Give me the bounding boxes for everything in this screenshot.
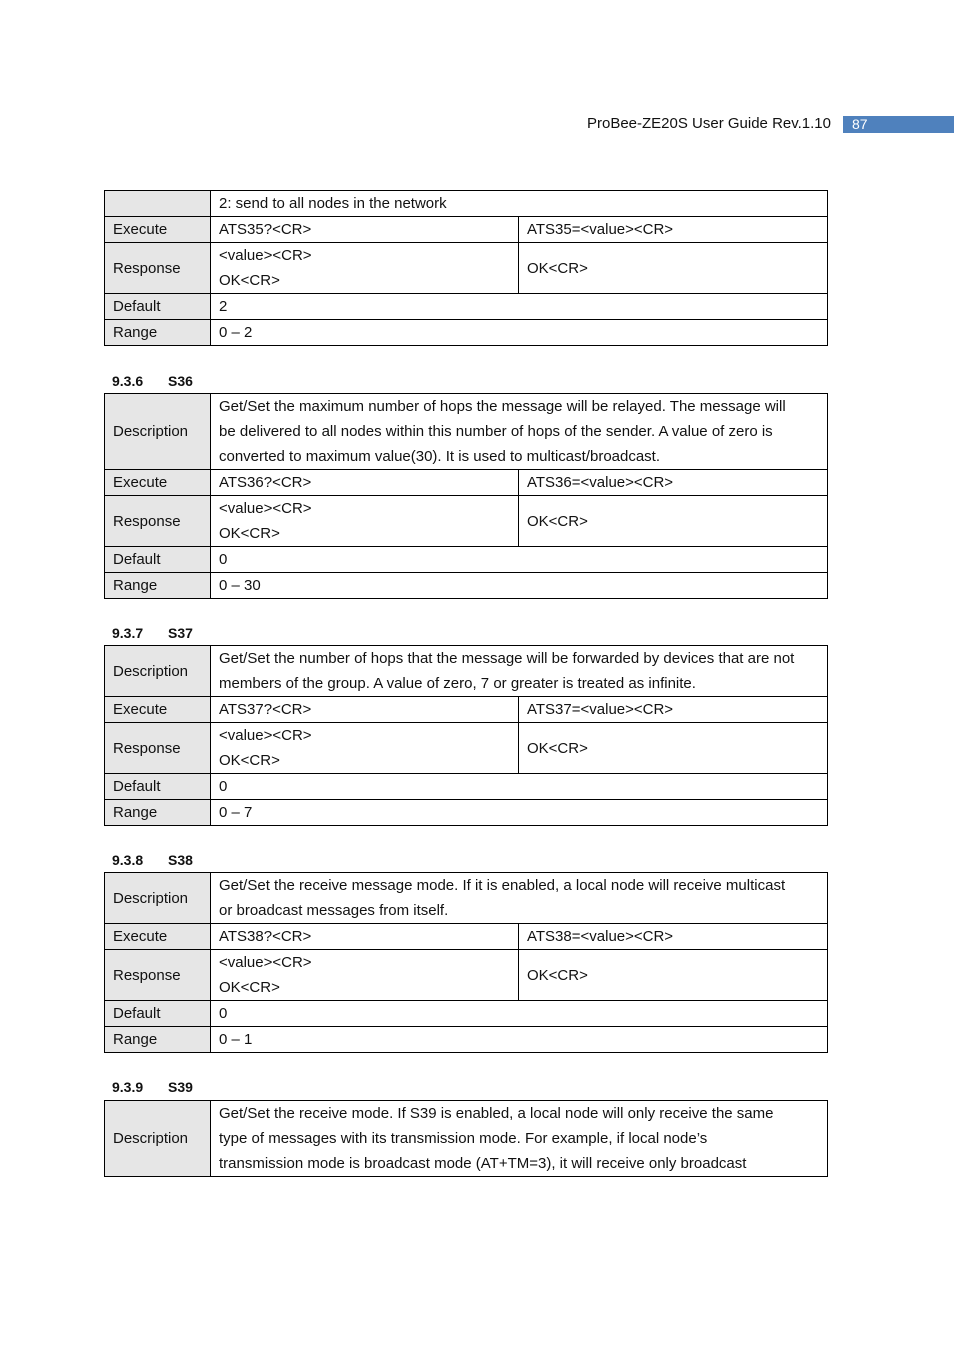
- table-row-range: [105, 320, 828, 346]
- description-line: or broadcast messages from itself.: [219, 902, 449, 919]
- section-title: S37: [168, 625, 193, 641]
- response-get-ok: OK<CR>: [219, 525, 280, 542]
- default-label: Default: [105, 294, 211, 320]
- default-value: 2: [211, 294, 828, 320]
- range-label: Range: [105, 1027, 211, 1053]
- table-row-execute: [105, 697, 828, 723]
- description-text: [211, 394, 828, 470]
- response-get: [211, 243, 519, 294]
- description-label: Description: [105, 394, 211, 470]
- response-get: [211, 496, 519, 547]
- section-number: 9.3.9: [112, 1079, 144, 1095]
- table-s35: [104, 190, 828, 346]
- table-row-range: [105, 573, 828, 599]
- response-get-ok: OK<CR>: [219, 272, 280, 289]
- table-row-range: [105, 1027, 828, 1053]
- description-label: Description: [105, 646, 211, 697]
- table-row-default: [105, 774, 828, 800]
- section-heading-s36: [112, 373, 193, 389]
- response-get-value: <value><CR>: [219, 727, 312, 744]
- default-value: 0: [211, 547, 828, 573]
- response-label: Response: [105, 950, 211, 1001]
- range-label: Range: [105, 320, 211, 346]
- execute-set-command: ATS37=<value><CR>: [519, 697, 828, 723]
- table-row-description: [105, 873, 828, 924]
- mode-option-text: 2: send to all nodes in the network: [211, 191, 828, 217]
- table-row-description: [105, 1101, 828, 1177]
- table-row-range: [105, 800, 828, 826]
- table-row-execute: [105, 470, 828, 496]
- response-label: Response: [105, 243, 211, 294]
- table-row-description: [105, 394, 828, 470]
- response-get: [211, 950, 519, 1001]
- section-number: 9.3.8: [112, 852, 144, 868]
- response-set: OK<CR>: [519, 950, 828, 1001]
- table-row-execute: [105, 217, 828, 243]
- response-get-value: <value><CR>: [219, 954, 312, 971]
- table-row-default: [105, 294, 828, 320]
- table-row-execute: [105, 924, 828, 950]
- response-label: Response: [105, 496, 211, 547]
- description-line: type of messages with its transmission mode. For example, if local node’s: [219, 1130, 708, 1147]
- table-s38: [104, 872, 828, 1053]
- table-row-default: [105, 1001, 828, 1027]
- range-label: Range: [105, 573, 211, 599]
- section-heading-s37: [112, 625, 193, 641]
- section-title: S39: [168, 1079, 193, 1095]
- default-value: 0: [211, 1001, 828, 1027]
- description-line: members of the group. A value of zero, 7 or greater is treated as infinite.: [219, 675, 696, 692]
- table-s36: [104, 393, 828, 599]
- response-get-value: <value><CR>: [219, 500, 312, 517]
- section-heading-s39: [112, 1079, 193, 1095]
- description-label: Description: [105, 873, 211, 924]
- table-row-response: [105, 723, 828, 774]
- response-get-value: <value><CR>: [219, 247, 312, 264]
- description-line: be delivered to all nodes within this number of hops of the sender. A value of zero is: [219, 423, 773, 440]
- section-title: S36: [168, 373, 193, 389]
- range-value: 0 – 1: [211, 1027, 828, 1053]
- execute-get-command: ATS38?<CR>: [211, 924, 519, 950]
- execute-set-command: ATS36=<value><CR>: [519, 470, 828, 496]
- description-line: Get/Set the maximum number of hops the message will be relayed. The message will: [219, 398, 786, 415]
- execute-label: Execute: [105, 924, 211, 950]
- default-value: 0: [211, 774, 828, 800]
- description-label: Description: [105, 1101, 211, 1177]
- execute-label: Execute: [105, 470, 211, 496]
- response-get-ok: OK<CR>: [219, 752, 280, 769]
- table-row: [105, 191, 828, 217]
- section-number: 9.3.6: [112, 373, 144, 389]
- response-set: OK<CR>: [519, 243, 828, 294]
- table-row-default: [105, 547, 828, 573]
- section-title: S38: [168, 852, 193, 868]
- execute-set-command: ATS35=<value><CR>: [519, 217, 828, 243]
- response-get-ok: OK<CR>: [219, 979, 280, 996]
- execute-label: Execute: [105, 697, 211, 723]
- description-text: [211, 873, 828, 924]
- execute-get-command: ATS37?<CR>: [211, 697, 519, 723]
- default-label: Default: [105, 547, 211, 573]
- response-set: OK<CR>: [519, 496, 828, 547]
- section-number: 9.3.7: [112, 625, 144, 641]
- default-label: Default: [105, 1001, 211, 1027]
- empty-label-cell: [105, 191, 211, 217]
- table-s37: [104, 645, 828, 826]
- range-value: 0 – 30: [211, 573, 828, 599]
- response-label: Response: [105, 723, 211, 774]
- table-row-response: [105, 243, 828, 294]
- table-row-response: [105, 950, 828, 1001]
- description-line: transmission mode is broadcast mode (AT+TM=3), it will receive only broadcast: [219, 1155, 747, 1172]
- section-heading-s38: [112, 852, 193, 868]
- description-line: converted to maximum value(30). It is used to multicast/broadcast.: [219, 448, 661, 465]
- execute-label: Execute: [105, 217, 211, 243]
- table-row-response: [105, 496, 828, 547]
- execute-get-command: ATS35?<CR>: [211, 217, 519, 243]
- table-s39: [104, 1100, 828, 1177]
- page-header: [0, 115, 954, 133]
- default-label: Default: [105, 774, 211, 800]
- response-get: [211, 723, 519, 774]
- description-line: Get/Set the number of hops that the message will be forwarded by devices that are not: [219, 650, 795, 667]
- response-set: OK<CR>: [519, 723, 828, 774]
- range-value: 0 – 7: [211, 800, 828, 826]
- document-title: ProBee-ZE20S User Guide Rev.1.10: [586, 115, 831, 132]
- execute-set-command: ATS38=<value><CR>: [519, 924, 828, 950]
- description-text: [211, 646, 828, 697]
- range-label: Range: [105, 800, 211, 826]
- table-row-description: [105, 646, 828, 697]
- range-value: 0 – 2: [211, 320, 828, 346]
- description-line: Get/Set the receive mode. If S39 is enabled, a local node will only receive the same: [219, 1105, 774, 1122]
- execute-get-command: ATS36?<CR>: [211, 470, 519, 496]
- description-line: Get/Set the receive message mode. If it is enabled, a local node will receive multicast: [219, 877, 786, 894]
- description-text: [211, 1101, 828, 1177]
- page-number: 87: [843, 116, 954, 133]
